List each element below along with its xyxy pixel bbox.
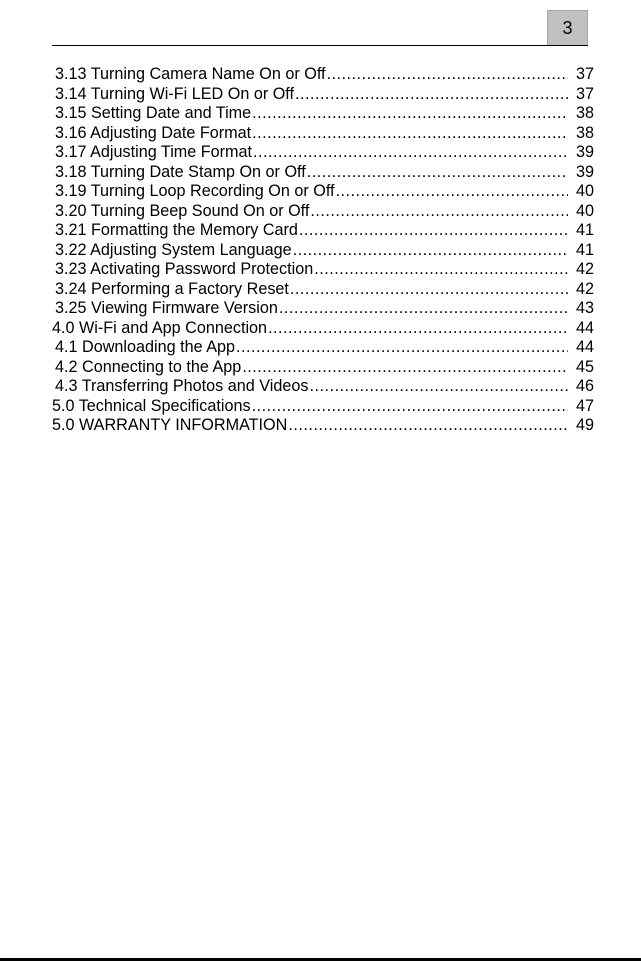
- toc-dot-leader: [309, 377, 568, 397]
- toc-entry-title: 3.24 Performing a Factory Reset: [55, 279, 289, 298]
- toc-entry-page: 49: [575, 416, 594, 434]
- toc-entry-page: 38: [575, 123, 594, 142]
- toc-entry[interactable]: [52, 260, 594, 280]
- toc-dot-leader: [290, 280, 568, 300]
- toc-dot-leader: [236, 338, 568, 358]
- toc-entry-title: 3.20 Turning Beep Sound On or Off: [55, 201, 310, 220]
- toc-dot-leader: [299, 221, 568, 241]
- toc-entry-title: 4.1 Downloading the App: [55, 338, 235, 356]
- toc-entry-title: 4.2 Connecting to the App: [55, 357, 242, 376]
- toc-dot-leader: [252, 397, 568, 417]
- page-number-badge: [547, 10, 588, 46]
- toc-entry-title: 3.16 Adjusting Date Format: [55, 123, 252, 142]
- toc-entry-page: 37: [575, 84, 594, 103]
- toc-entry-page: 43: [575, 299, 594, 317]
- toc-entry-page: 41: [575, 221, 594, 239]
- toc-entry[interactable]: [52, 338, 594, 358]
- toc-entry[interactable]: [52, 143, 594, 163]
- table-of-contents: [52, 65, 594, 436]
- toc-entry-page: 39: [575, 162, 594, 181]
- header-divider: [52, 45, 588, 46]
- toc-entry[interactable]: [52, 416, 594, 436]
- toc-entry[interactable]: [52, 85, 594, 105]
- toc-entry-title: 3.21 Formatting the Memory Card: [55, 221, 298, 239]
- toc-dot-leader: [268, 319, 568, 339]
- toc-entry[interactable]: [52, 358, 594, 378]
- toc-entry-page: 40: [575, 182, 594, 200]
- toc-entry[interactable]: [52, 104, 594, 124]
- toc-entry-page: 47: [575, 396, 594, 415]
- toc-entry[interactable]: [52, 319, 594, 339]
- toc-dot-leader: [253, 143, 568, 163]
- toc-entry-title: 3.22 Adjusting System Language: [55, 240, 292, 259]
- toc-entry[interactable]: [52, 163, 594, 183]
- toc-entry-title: 3.17 Adjusting Time Format: [55, 143, 253, 161]
- toc-entry-page: 37: [575, 65, 594, 83]
- toc-dot-leader: [327, 65, 568, 85]
- toc-entry-page: 38: [575, 104, 594, 122]
- toc-dot-leader: [314, 260, 568, 280]
- toc-dot-leader: [279, 299, 568, 319]
- toc-entry-page: 41: [575, 240, 594, 259]
- toc-entry[interactable]: [52, 221, 594, 241]
- toc-entry[interactable]: [52, 397, 594, 417]
- toc-dot-leader: [288, 416, 568, 436]
- toc-entry[interactable]: [52, 182, 594, 202]
- toc-entry-title: 3.25 Viewing Firmware Version: [55, 299, 278, 317]
- toc-entry[interactable]: [52, 65, 594, 85]
- page-number: 3: [562, 17, 573, 38]
- toc-entry-title: 5.0 Technical Specifications: [52, 396, 251, 415]
- toc-entry-title: 5.0 WARRANTY INFORMATION: [52, 416, 288, 434]
- toc-entry[interactable]: [52, 299, 594, 319]
- toc-entry[interactable]: [52, 280, 594, 300]
- toc-entry-page: 40: [575, 201, 594, 220]
- toc-entry-page: 46: [575, 377, 594, 395]
- toc-dot-leader: [252, 124, 568, 144]
- toc-dot-leader: [336, 182, 568, 202]
- toc-entry[interactable]: [52, 124, 594, 144]
- toc-dot-leader: [252, 104, 568, 124]
- toc-entry-title: 3.13 Turning Camera Name On or Off: [55, 65, 326, 83]
- toc-entry-page: 42: [575, 260, 594, 278]
- toc-entry-page: 44: [575, 338, 594, 356]
- toc-entry-title: 3.19 Turning Loop Recording On or Off: [55, 182, 335, 200]
- toc-entry-page: 44: [575, 318, 594, 337]
- toc-dot-leader: [293, 241, 568, 261]
- toc-dot-leader: [242, 358, 568, 378]
- toc-entry[interactable]: [52, 202, 594, 222]
- toc-entry-title: 3.14 Turning Wi-Fi LED On or Off: [55, 84, 295, 103]
- toc-entry-title: 3.18 Turning Date Stamp On or Off: [55, 162, 306, 181]
- toc-entry-page: 42: [575, 279, 594, 298]
- toc-dot-leader: [310, 202, 568, 222]
- toc-dot-leader: [295, 85, 568, 105]
- toc-dot-leader: [307, 163, 568, 183]
- toc-entry-title: 4.3 Transferring Photos and Videos: [55, 377, 309, 395]
- toc-entry[interactable]: [52, 241, 594, 261]
- toc-entry[interactable]: [52, 377, 594, 397]
- toc-entry-title: 3.15 Setting Date and Time: [55, 104, 252, 122]
- toc-entry-title: 4.0 Wi-Fi and App Connection: [52, 318, 268, 337]
- toc-entry-page: 45: [575, 357, 594, 376]
- toc-entry-page: 39: [575, 143, 594, 161]
- toc-entry-title: 3.23 Activating Password Protection: [55, 260, 314, 278]
